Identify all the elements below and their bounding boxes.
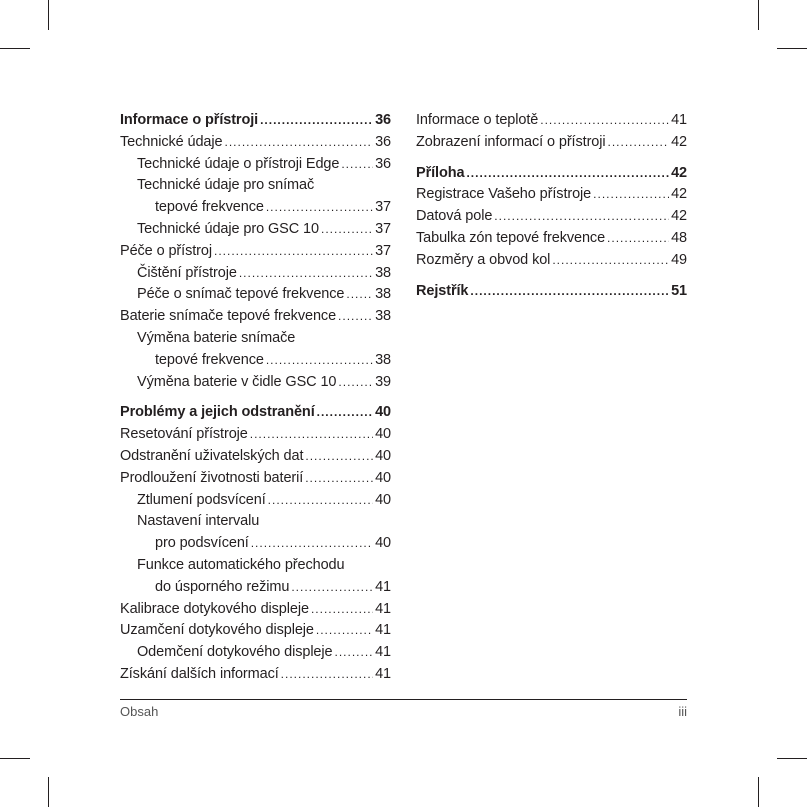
toc-entry[interactable]: [120, 424, 391, 446]
toc-leader-dots: [346, 284, 373, 306]
toc-entry-label: pro podsvícení: [155, 535, 249, 552]
toc-page-number: 39: [375, 373, 391, 390]
toc-entry-label: Informace o teplotě: [416, 112, 539, 128]
toc-entry-label: Odemčení dotykového displeje: [137, 644, 333, 661]
toc-entry[interactable]: [120, 241, 391, 263]
crop-mark: [48, 777, 49, 807]
toc-entry-title: [120, 555, 391, 577]
toc-page-number: 37: [375, 242, 391, 259]
toc-leader-dots: [338, 372, 373, 394]
toc-entry-label: Datová pole: [416, 208, 493, 225]
toc-entry-label: Odstranění uživatelských dat: [120, 447, 304, 464]
toc-page-number: 42: [671, 164, 687, 181]
toc-entry-label: do úsporného režimu: [155, 578, 290, 595]
toc-entry[interactable]: [120, 197, 391, 219]
toc-entry-label: Příloha: [416, 164, 465, 181]
toc-entry[interactable]: [120, 490, 391, 512]
toc-entry-label: Nastavení intervalu: [137, 513, 260, 530]
toc-leader-dots: [251, 533, 373, 555]
toc-leader-dots: [305, 468, 373, 490]
toc-entry-label: Technické údaje o přístroji Edge: [137, 155, 340, 172]
toc-page-number: 40: [375, 404, 391, 421]
toc-page-number: 42: [671, 208, 687, 225]
toc-entry[interactable]: [416, 110, 687, 132]
toc-entry-label: Tabulka zón tepové frekvence: [416, 229, 606, 246]
toc-leader-dots: [291, 577, 373, 599]
toc-leader-dots: [607, 228, 669, 250]
toc-entry[interactable]: [120, 468, 391, 490]
toc-entry-title: [120, 328, 391, 350]
toc-page-number: 41: [671, 112, 687, 128]
toc-leader-dots: [281, 664, 373, 686]
toc-page-number: 40: [375, 469, 391, 486]
toc-leader-dots: [214, 241, 373, 263]
toc-page-number: 41: [375, 644, 391, 661]
toc-page-number: 41: [375, 665, 391, 682]
toc-leader-dots: [338, 306, 373, 328]
toc-leader-dots: [225, 132, 374, 154]
toc-entry[interactable]: [120, 446, 391, 468]
crop-mark: [758, 0, 759, 30]
toc-page-number: 36: [375, 112, 391, 128]
crop-mark: [777, 48, 807, 49]
footer-rule: [120, 699, 687, 700]
toc-chapter-entry[interactable]: [416, 281, 687, 303]
toc-page-number: 51: [671, 282, 687, 299]
toc-page-number: 37: [375, 220, 391, 237]
toc-entry[interactable]: [120, 577, 391, 599]
toc-page-number: 48: [671, 229, 687, 246]
toc-entry[interactable]: [120, 263, 391, 285]
toc-entry-label: Výměna baterie v čidle GSC 10: [137, 373, 337, 390]
toc-entry[interactable]: [120, 664, 391, 686]
toc-leader-dots: [250, 424, 373, 446]
toc-entry[interactable]: [416, 184, 687, 206]
toc-entry-label: tepové frekvence: [155, 199, 264, 216]
toc-page-number: 40: [375, 426, 391, 443]
toc-entry-label: Baterie snímače tepové frekvence: [120, 308, 337, 325]
toc-page-number: 37: [375, 199, 391, 216]
crop-mark: [777, 758, 807, 759]
toc-entry-label: Funkce automatického přechodu: [137, 556, 345, 573]
toc-entry-label: Výměna baterie snímače: [137, 329, 296, 346]
toc-entry-label: Uzamčení dotykového displeje: [120, 622, 314, 639]
toc-entry-label: Resetování přístroje: [120, 426, 248, 443]
crop-mark: [48, 0, 49, 30]
toc-page-number: 40: [375, 535, 391, 552]
toc-entry[interactable]: [120, 219, 391, 241]
toc-leader-dots: [494, 206, 669, 228]
toc-entry[interactable]: [416, 206, 687, 228]
toc-entry[interactable]: [120, 350, 391, 372]
toc-chapter-entry[interactable]: [120, 402, 391, 424]
toc-entry-label: Péče o přístroj: [120, 242, 212, 259]
toc-leader-dots: [552, 250, 669, 272]
toc-page-number: 41: [375, 622, 391, 639]
toc-leader-dots: [266, 197, 373, 219]
toc-leader-dots: [470, 281, 669, 303]
toc-entry[interactable]: [416, 250, 687, 272]
toc-leader-dots: [266, 350, 373, 372]
toc-entry-label: Čištění přístroje: [137, 264, 237, 281]
toc-entry-label: Registrace Vašeho přístroje: [416, 186, 592, 203]
toc-leader-dots: [311, 599, 373, 621]
toc-leader-dots: [608, 132, 670, 154]
toc-leader-dots: [593, 184, 669, 206]
toc-page-number: 42: [671, 133, 687, 150]
toc-entry[interactable]: [120, 154, 391, 176]
toc-page-number: 38: [375, 286, 391, 303]
toc-column-left: [120, 110, 391, 686]
toc-leader-dots: [335, 642, 374, 664]
footer-section-label: Obsah: [120, 704, 159, 719]
toc-entry-label: Kalibrace dotykového displeje: [120, 600, 309, 617]
toc-page-number: 38: [375, 264, 391, 281]
toc-entry[interactable]: [120, 620, 391, 642]
toc-entry-label: Ztlumení podsvícení: [137, 491, 266, 508]
toc-leader-dots: [305, 446, 373, 468]
toc-column-right: [416, 110, 687, 302]
toc-leader-dots: [239, 263, 373, 285]
toc-entry[interactable]: [120, 642, 391, 664]
toc-entry[interactable]: [120, 599, 391, 621]
toc-entry-label: Problémy a jejich odstranění: [120, 404, 315, 421]
toc-leader-dots: [260, 110, 373, 132]
toc-leader-dots: [341, 154, 373, 176]
toc-leader-dots: [316, 620, 373, 642]
toc-page-number: 41: [375, 600, 391, 617]
crop-mark: [758, 777, 759, 807]
toc-entry[interactable]: [416, 228, 687, 250]
toc-leader-dots: [321, 219, 373, 241]
toc-leader-dots: [268, 490, 373, 512]
toc-leader-dots: [317, 402, 373, 424]
toc-entry-label: Získání dalších informací: [120, 665, 279, 682]
toc-entry[interactable]: [120, 132, 391, 154]
toc-entry[interactable]: [120, 284, 391, 306]
toc-entry-label: Technické údaje: [120, 133, 223, 150]
toc-entry-label: Technické údaje pro snímač: [137, 177, 315, 194]
toc-entry-label: Informace o přístroji: [120, 112, 259, 128]
toc-page-number: 40: [375, 491, 391, 508]
toc-entry-title: [120, 175, 391, 197]
toc-leader-dots: [540, 110, 669, 132]
toc-page-number: 38: [375, 308, 391, 325]
toc-entry-label: Technické údaje pro GSC 10: [137, 220, 319, 237]
toc-entry-title: [120, 511, 391, 533]
toc-entry[interactable]: [120, 533, 391, 555]
toc-entry-label: Zobrazení informací o přístroji: [416, 133, 606, 150]
toc-entry-label: Rejstřík: [416, 282, 469, 299]
toc-entry-label: Prodloužení životnosti baterií: [120, 469, 304, 486]
toc-page-number: 42: [671, 186, 687, 203]
footer-page-number: iii: [678, 704, 687, 719]
toc-leader-dots: [466, 163, 669, 185]
toc-page-number: 36: [375, 155, 391, 172]
toc-page-number: 40: [375, 447, 391, 464]
toc-page-number: 36: [375, 133, 391, 150]
toc-page-number: 49: [671, 251, 687, 268]
toc-entry[interactable]: [120, 372, 391, 394]
toc-page-number: 38: [375, 351, 391, 368]
toc-entry-label: Péče o snímač tepové frekvence: [137, 286, 345, 303]
toc-entry[interactable]: [416, 132, 687, 154]
toc-entry-label: tepové frekvence: [155, 351, 264, 368]
toc-entry-label: Rozměry a obvod kol: [416, 251, 551, 268]
crop-mark: [0, 758, 30, 759]
crop-mark: [0, 48, 30, 49]
toc-chapter-entry[interactable]: [416, 163, 687, 185]
toc-page-number: 41: [375, 578, 391, 595]
toc-entry[interactable]: [120, 306, 391, 328]
toc-chapter-entry[interactable]: [120, 110, 391, 132]
